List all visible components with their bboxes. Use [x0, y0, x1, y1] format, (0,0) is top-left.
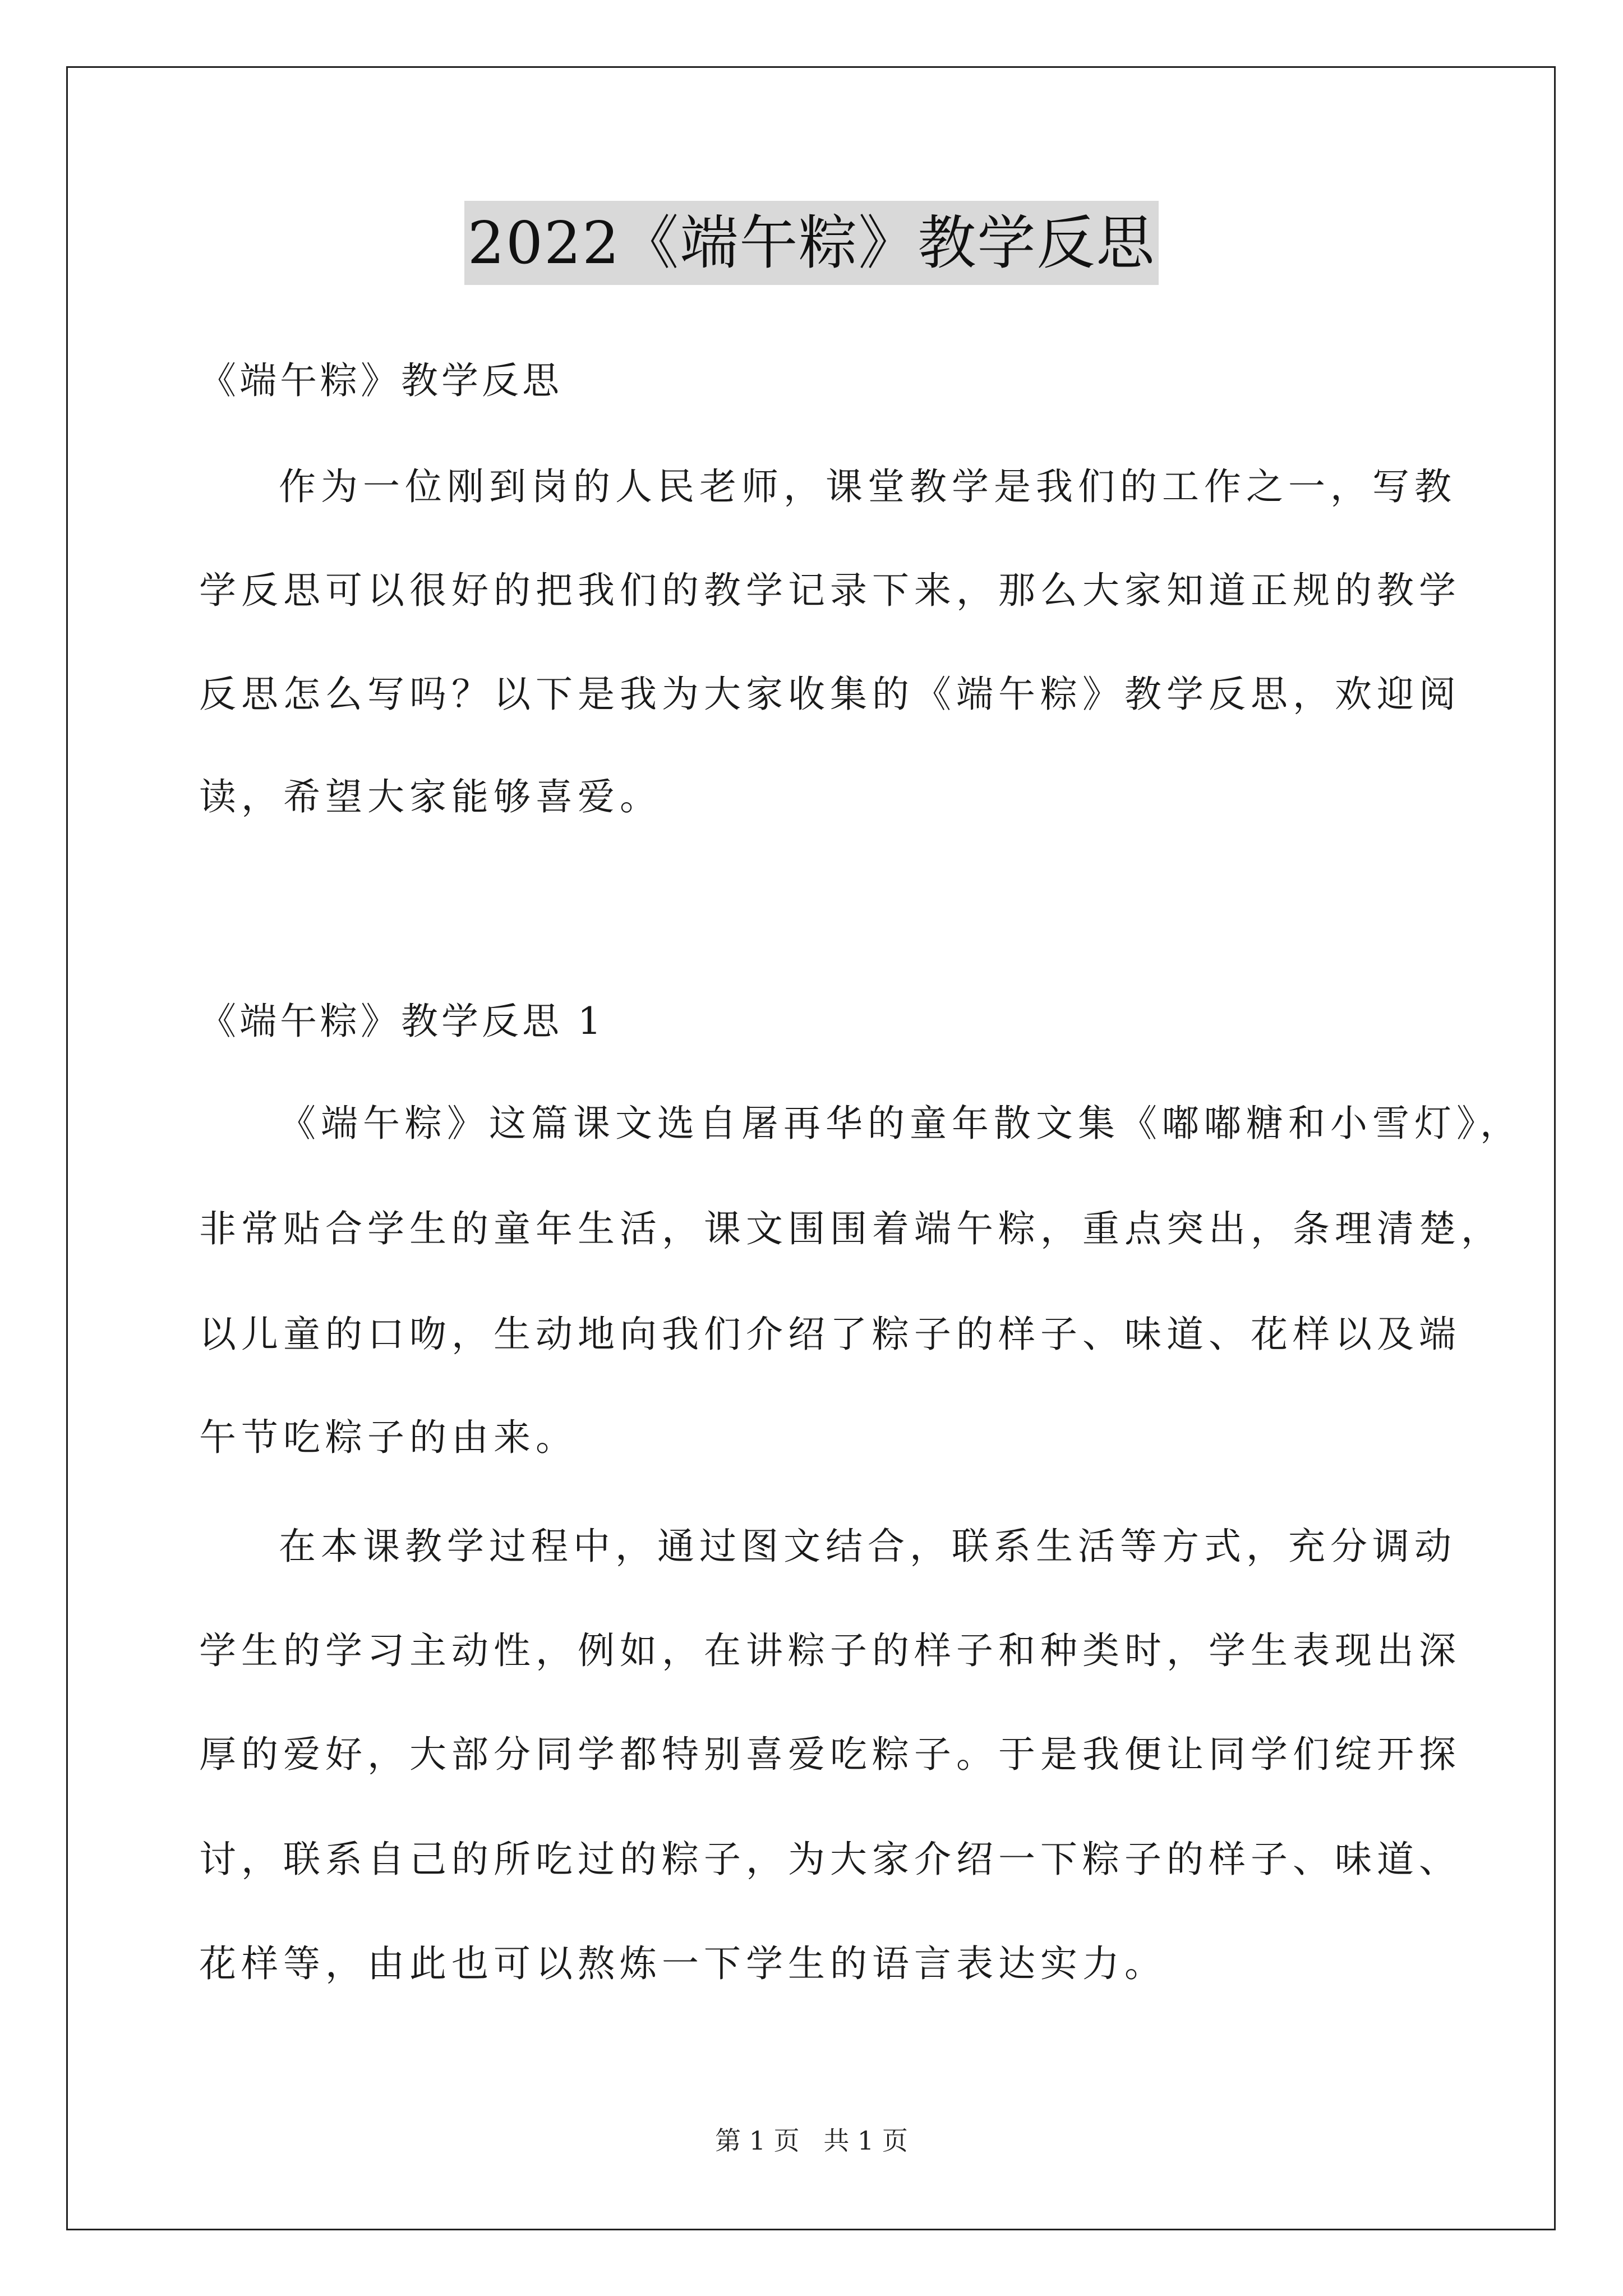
section1-para1-line-2: 非常贴合学生的童年生活，课文围围着端午粽，重点突出，条理清楚， [199, 1207, 1503, 1250]
intro-line-2: 学反思可以很好的把我们的教学记录下来，那么大家知道正规的教学 [199, 569, 1461, 612]
document-title: 2022《端午粽》教学反思 [464, 201, 1159, 285]
section1-para2-line-1: 在本课教学过程中，通过图文结合，联系生活等方式，充分调动 [279, 1525, 1456, 1568]
section1-para1-line-3: 以儿童的口吻，生动地向我们介绍了粽子的样子、味道、花样以及端 [199, 1313, 1461, 1356]
section1-para2-line-4: 讨，联系自己的所吃过的粽子，为大家介绍一下粽子的样子、味道、 [199, 1838, 1461, 1881]
section1-para2-line-5: 花样等，由此也可以熬炼一下学生的语言表达实力。 [199, 1942, 1166, 1985]
section1-heading: 《端午粽》教学反思 1 [199, 1000, 605, 1043]
intro-heading: 《端午粽》教学反思 [199, 359, 562, 402]
page-footer [0, 2124, 1623, 2157]
intro-line-3: 反思怎么写吗？以下是我为大家收集的《端午粽》教学反思，欢迎阅 [199, 673, 1461, 716]
intro-line-1: 作为一位刚到岗的人民老师，课堂教学是我们的工作之一，写教 [279, 465, 1456, 508]
section1-para2-line-3: 厚的爱好，大部分同学都特别喜爱吃粽子。于是我便让同学们绽开探 [199, 1733, 1461, 1776]
page-total: 共 1 页 [823, 2125, 908, 2156]
intro-line-4: 读，希望大家能够喜爱。 [199, 775, 662, 818]
section1-para2-line-2: 学生的学习主动性，例如，在讲粽子的样子和种类时，学生表现出深 [199, 1629, 1461, 1672]
page-current: 第 1 页 [715, 2125, 800, 2156]
title-container [0, 201, 1623, 285]
section1-para1-line-1: 《端午粽》这篇课文选自屠再华的童年散文集《嘟嘟糖和小雪灯》， [279, 1102, 1522, 1145]
section1-para1-line-4: 午节吃粽子的由来。 [199, 1416, 578, 1459]
